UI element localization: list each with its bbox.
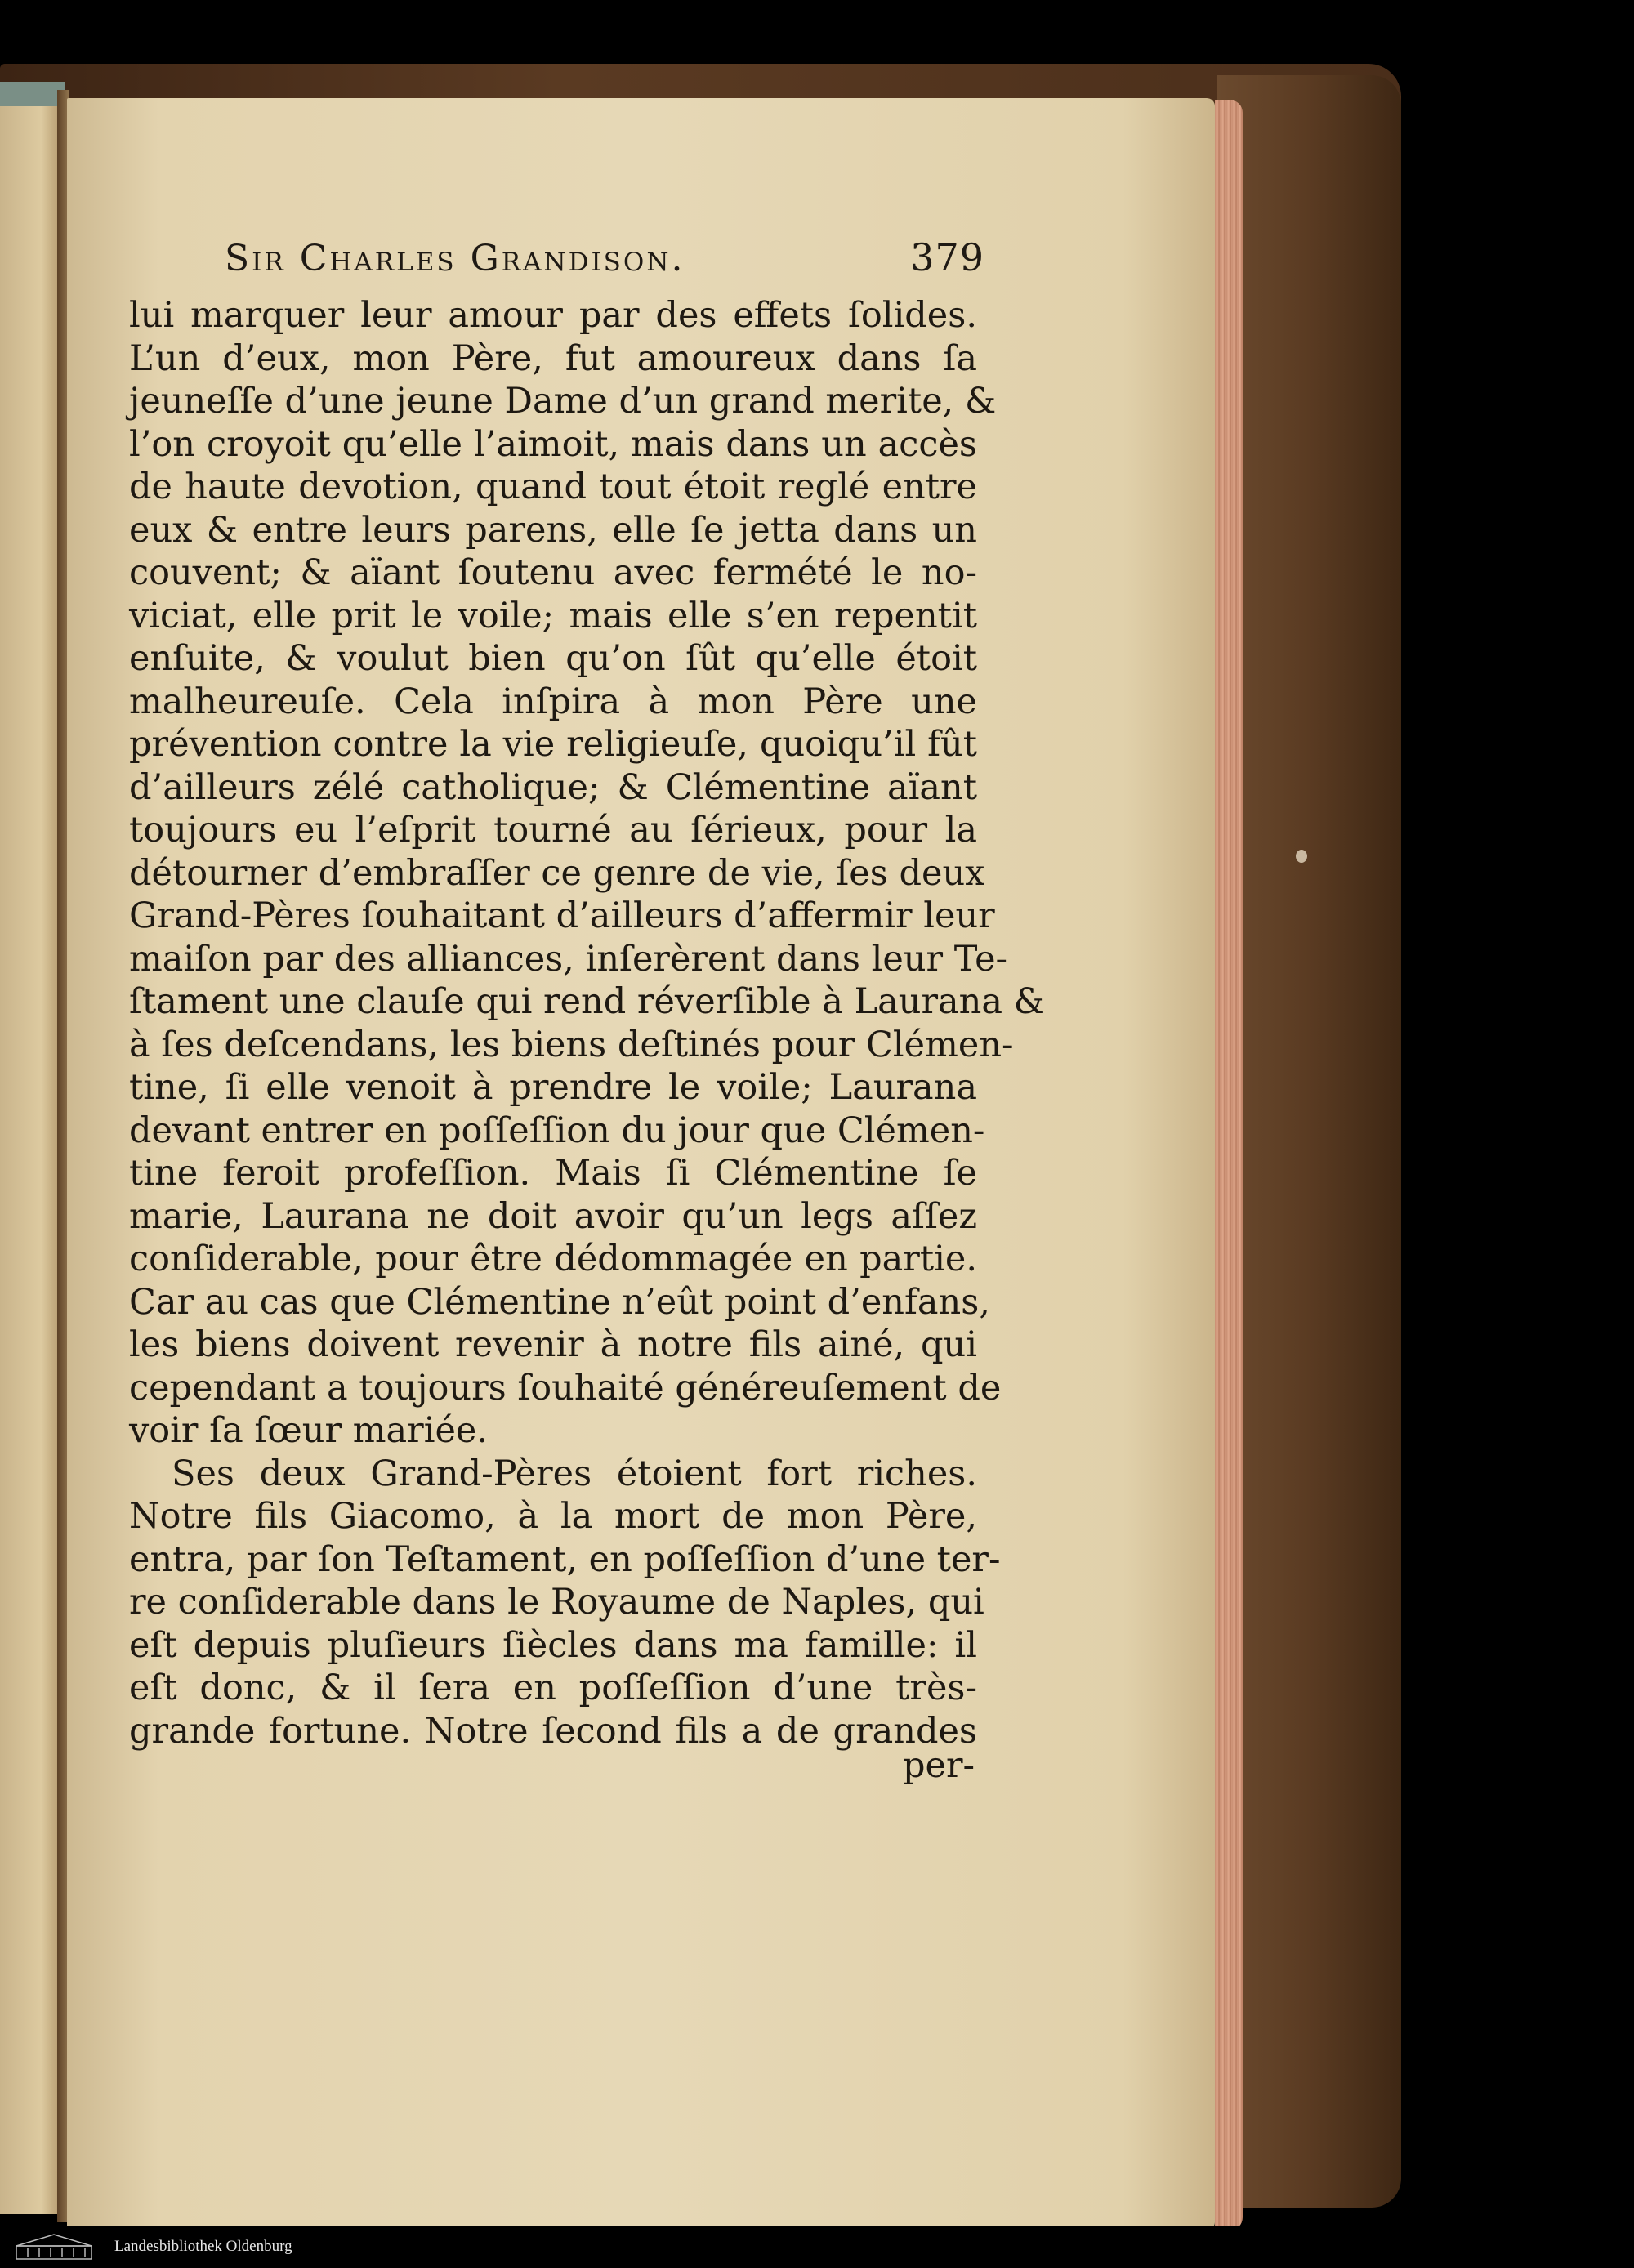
text-line: tine, ſi elle venoit à prendre le voile; Laurana — [129, 1067, 977, 1108]
book-cover-edge — [1217, 75, 1401, 2208]
text-line: couvent; & aïant ſoutenu avec fermété le no- — [129, 552, 977, 593]
text-line: lui marquer leur amour par des effets ſolides. — [129, 295, 977, 336]
text-line: eſt depuis pluſieurs ſiècles dans ma famille: il — [129, 1624, 977, 1666]
text-line: tine feroit profeſſion. Mais ſi Clémentine ſe — [129, 1153, 977, 1194]
text-line: d’ailleurs zélé catholique; & Clémentine aïant — [129, 766, 977, 808]
text-line: malheureuſe. Cela inſpira à mon Père une — [129, 681, 977, 722]
text-line: Notre fils Giacomo, à la mort de mon Père, — [129, 1496, 977, 1537]
catchword: per- — [903, 1745, 975, 1786]
text-line: Car au cas que Clémentine n’eût point d’enfans, — [129, 1281, 990, 1323]
text-line: conſiderable, pour être dédommagée en partie. — [129, 1239, 977, 1279]
text-line: cependant a toujours ſouhaité généreuſement de — [129, 1367, 1002, 1409]
library-footer — [0, 2226, 1634, 2268]
facing-page-edge — [0, 98, 59, 2214]
text-line: Ses deux Grand-Pères étoient fort riches. — [172, 1453, 977, 1494]
text-line: Grand-Pères ſouhaitant d’ailleurs d’affermir leur — [129, 895, 995, 936]
text-line: jeuneſſe d’une jeune Dame d’un grand merite, & — [129, 381, 997, 422]
text-line: re conſiderable dans le Royaume de Naples, qui — [129, 1582, 984, 1623]
text-line: grande fortune. Notre ſecond fils a de grandes — [129, 1710, 977, 1752]
page-hole — [1296, 850, 1307, 863]
text-line: de haute devotion, quand tout étoit reglé entre — [129, 467, 977, 507]
text-line: les biens doivent revenir à notre fils ainé, qui — [129, 1324, 977, 1365]
page-number: 379 — [910, 235, 984, 279]
text-line: viciat, elle prit le voile; mais elle s’en repentit — [129, 595, 977, 636]
text-line: l’on croyoit qu’elle l’aimoit, mais dans un accès — [129, 423, 977, 465]
text-line: voir ſa ſœur mariée. — [129, 1410, 489, 1451]
text-line: détourner d’embraſſer ce genre de vie, ſes deux — [129, 852, 985, 894]
text-line: ſtament une clauſe qui rend réverſible à Laurana & — [129, 981, 1045, 1022]
text-line: devant entrer en poſſeſſion du jour que Clémen- — [129, 1109, 985, 1151]
running-title: Sir Charles Grandison. — [225, 238, 685, 279]
body-text — [129, 294, 1045, 1752]
text-line: prévention contre la vie religieuſe, quoiqu’il fût — [129, 724, 977, 765]
text-line: eux & entre leurs parens, elle ſe jetta dans un — [129, 509, 977, 551]
binding-ribbon — [0, 82, 65, 106]
text-line: à ſes deſcendans, les biens deſtinés pour Clémen- — [129, 1024, 1014, 1065]
text-line: entra, par ſon Teſtament, en poſſeſſion d’une ter- — [129, 1538, 1001, 1580]
text-line: marie, Laurana ne doit avoir qu’un legs aſſez — [129, 1195, 977, 1237]
library-building-icon — [13, 2231, 95, 2262]
page-edges — [1215, 100, 1243, 2230]
library-name: Landesbibliothek Oldenburg — [114, 2238, 292, 2255]
text-line: maiſon par des alliances, inſerèrent dans leur Te- — [129, 938, 1008, 980]
text-line: L’un d’eux, mon Père, fut amoureux dans ſa — [129, 337, 977, 379]
running-head — [225, 235, 984, 292]
text-line: enſuite, & voulut bien qu’on ſût qu’elle étoit — [129, 638, 977, 679]
text-line: toujours eu l’eſprit tourné au ſérieux, pour la — [129, 810, 977, 850]
text-line: eſt donc, & il ſera en poſſeſſion d’une très- — [129, 1668, 977, 1708]
